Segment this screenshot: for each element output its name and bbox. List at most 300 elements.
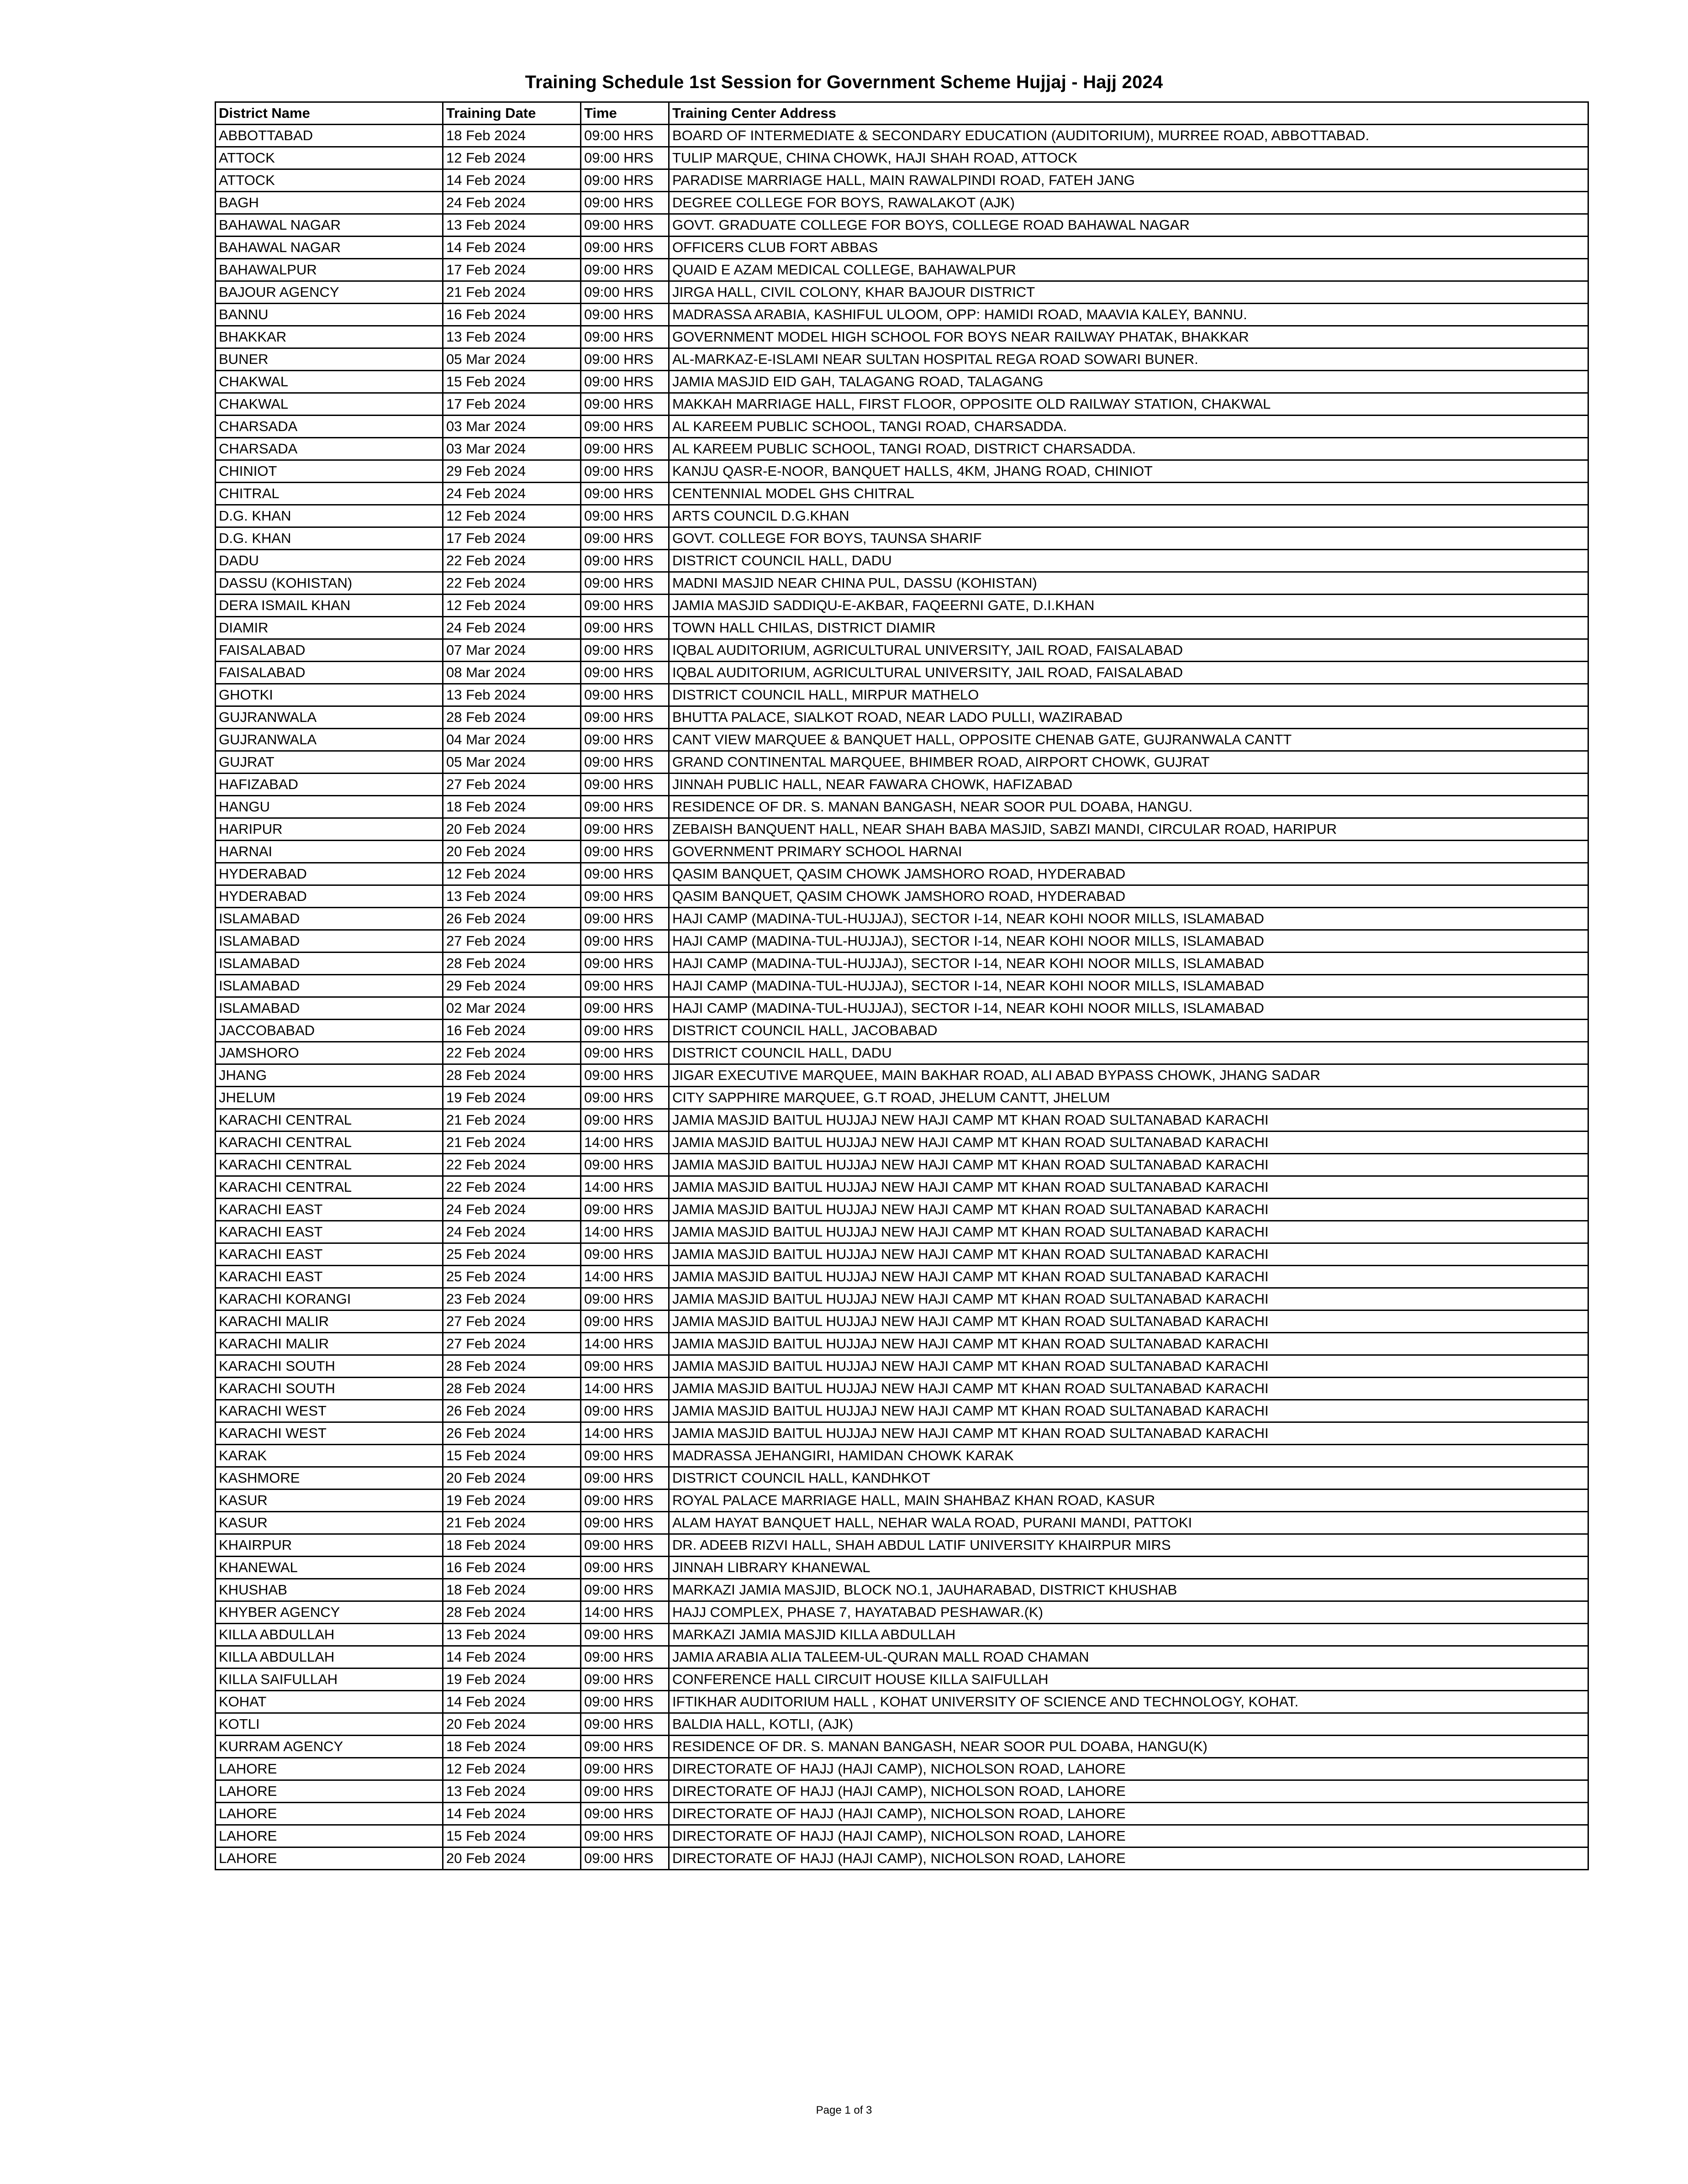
time-cell: 09:00 HRS (581, 1064, 669, 1087)
table-row (216, 527, 1588, 550)
address-cell: JAMIA MASJID BAITUL HUJJAJ NEW HAJI CAMP MT KHAN ROAD SULTANABAD KARACHI (669, 1131, 1588, 1154)
training-date-cell: 13 Feb 2024 (443, 684, 581, 706)
address-cell: ROYAL PALACE MARRIAGE HALL, MAIN SHAHBAZ KHAN ROAD, KASUR (669, 1489, 1588, 1512)
header-time: Time (581, 102, 669, 125)
header-district-name: District Name (216, 102, 443, 125)
address-cell: IQBAL AUDITORIUM, AGRICULTURAL UNIVERSITY, JAIL ROAD, FAISALABAD (669, 662, 1588, 684)
time-cell: 09:00 HRS (581, 304, 669, 326)
training-date-cell: 18 Feb 2024 (443, 1579, 581, 1601)
district-name-cell: HAFIZABAD (216, 774, 443, 796)
time-cell: 09:00 HRS (581, 863, 669, 885)
time-cell: 09:00 HRS (581, 1087, 669, 1109)
training-date-cell: 22 Feb 2024 (443, 1176, 581, 1199)
time-cell: 09:00 HRS (581, 796, 669, 818)
district-name-cell: DASSU (KOHISTAN) (216, 572, 443, 595)
time-cell: 09:00 HRS (581, 1109, 669, 1131)
district-name-cell: ABBOTTABAD (216, 125, 443, 147)
table-row (216, 953, 1588, 975)
time-cell: 09:00 HRS (581, 550, 669, 572)
time-cell: 09:00 HRS (581, 1557, 669, 1579)
training-date-cell: 19 Feb 2024 (443, 1087, 581, 1109)
district-name-cell: KHANEWAL (216, 1557, 443, 1579)
address-cell: HAJI CAMP (MADINA-TUL-HUJJAJ), SECTOR I-14, NEAR KOHI NOOR MILLS, ISLAMABAD (669, 930, 1588, 953)
time-cell: 09:00 HRS (581, 1489, 669, 1512)
training-date-cell: 14 Feb 2024 (443, 169, 581, 192)
page-number: Page 1 of 3 (816, 2104, 872, 2116)
address-cell: JAMIA MASJID BAITUL HUJJAJ NEW HAJI CAMP MT KHAN ROAD SULTANABAD KARACHI (669, 1154, 1588, 1176)
table-row (216, 1199, 1588, 1221)
address-cell: DIRECTORATE OF HAJJ (HAJI CAMP), NICHOLSON ROAD, LAHORE (669, 1758, 1588, 1780)
table-row (216, 1489, 1588, 1512)
district-name-cell: JHELUM (216, 1087, 443, 1109)
training-date-cell: 24 Feb 2024 (443, 192, 581, 214)
address-cell: MADRASSA ARABIA, KASHIFUL ULOOM, OPP: HAMIDI ROAD, MAAVIA KALEY, BANNU. (669, 304, 1588, 326)
time-cell: 14:00 HRS (581, 1131, 669, 1154)
table-row (216, 930, 1588, 953)
time-cell: 09:00 HRS (581, 1020, 669, 1042)
address-cell: MADRASSA JEHANGIRI, HAMIDAN CHOWK KARAK (669, 1445, 1588, 1467)
district-name-cell: BAHAWAL NAGAR (216, 237, 443, 259)
district-name-cell: KARACHI CENTRAL (216, 1176, 443, 1199)
training-date-cell: 20 Feb 2024 (443, 818, 581, 841)
district-name-cell: ATTOCK (216, 147, 443, 169)
district-name-cell: DERA ISMAIL KHAN (216, 595, 443, 617)
time-cell: 09:00 HRS (581, 595, 669, 617)
table-row (216, 460, 1588, 483)
table-header (216, 102, 1588, 125)
training-date-cell: 17 Feb 2024 (443, 527, 581, 550)
training-date-cell: 21 Feb 2024 (443, 1512, 581, 1534)
table-row (216, 885, 1588, 908)
address-cell: JAMIA MASJID BAITUL HUJJAJ NEW HAJI CAMP MT KHAN ROAD SULTANABAD KARACHI (669, 1310, 1588, 1333)
time-cell: 09:00 HRS (581, 885, 669, 908)
address-cell: HAJJ COMPLEX, PHASE 7, HAYATABAD PESHAWAR.(K) (669, 1601, 1588, 1624)
district-name-cell: CHINIOT (216, 460, 443, 483)
address-cell: CENTENNIAL MODEL GHS CHITRAL (669, 483, 1588, 505)
district-name-cell: GUJRANWALA (216, 706, 443, 729)
table-row (216, 1445, 1588, 1467)
time-cell: 09:00 HRS (581, 908, 669, 930)
training-date-cell: 16 Feb 2024 (443, 304, 581, 326)
district-name-cell: HYDERABAD (216, 863, 443, 885)
district-name-cell: CHITRAL (216, 483, 443, 505)
address-cell: DR. ADEEB RIZVI HALL, SHAH ABDUL LATIF UNIVERSITY KHAIRPUR MIRS (669, 1534, 1588, 1557)
training-date-cell: 21 Feb 2024 (443, 281, 581, 304)
address-cell: QASIM BANQUET, QASIM CHOWK JAMSHORO ROAD, HYDERABAD (669, 863, 1588, 885)
table-row (216, 550, 1588, 572)
address-cell: CITY SAPPHIRE MARQUEE, G.T ROAD, JHELUM CANTT, JHELUM (669, 1087, 1588, 1109)
training-date-cell: 29 Feb 2024 (443, 460, 581, 483)
training-date-cell: 14 Feb 2024 (443, 237, 581, 259)
district-name-cell: BAHAWAL NAGAR (216, 214, 443, 237)
district-name-cell: KILLA ABDULLAH (216, 1624, 443, 1646)
table-row (216, 1825, 1588, 1847)
district-name-cell: FAISALABAD (216, 662, 443, 684)
district-name-cell: GHOTKI (216, 684, 443, 706)
time-cell: 09:00 HRS (581, 281, 669, 304)
table-body (216, 125, 1588, 1870)
address-cell: JAMIA MASJID BAITUL HUJJAJ NEW HAJI CAMP MT KHAN ROAD SULTANABAD KARACHI (669, 1355, 1588, 1378)
training-date-cell: 28 Feb 2024 (443, 953, 581, 975)
address-cell: HAJI CAMP (MADINA-TUL-HUJJAJ), SECTOR I-14, NEAR KOHI NOOR MILLS, ISLAMABAD (669, 908, 1588, 930)
time-cell: 09:00 HRS (581, 1243, 669, 1266)
table-row (216, 1624, 1588, 1646)
training-date-cell: 07 Mar 2024 (443, 639, 581, 662)
training-date-cell: 18 Feb 2024 (443, 796, 581, 818)
address-cell: JAMIA MASJID SADDIQU-E-AKBAR, FAQEERNI GATE, D.I.KHAN (669, 595, 1588, 617)
table-row (216, 326, 1588, 348)
address-cell: GOVERNMENT MODEL HIGH SCHOOL FOR BOYS NEAR RAILWAY PHATAK, BHAKKAR (669, 326, 1588, 348)
district-name-cell: LAHORE (216, 1803, 443, 1825)
table-row (216, 1512, 1588, 1534)
table-row (216, 1780, 1588, 1803)
time-cell: 09:00 HRS (581, 997, 669, 1020)
training-date-cell: 18 Feb 2024 (443, 1736, 581, 1758)
time-cell: 09:00 HRS (581, 1154, 669, 1176)
table-row (216, 304, 1588, 326)
table-row (216, 1109, 1588, 1131)
training-date-cell: 12 Feb 2024 (443, 1758, 581, 1780)
training-date-cell: 26 Feb 2024 (443, 1400, 581, 1422)
address-cell: DISTRICT COUNCIL HALL, KANDHKOT (669, 1467, 1588, 1489)
district-name-cell: JACCOBABAD (216, 1020, 443, 1042)
table-row (216, 997, 1588, 1020)
training-date-cell: 27 Feb 2024 (443, 930, 581, 953)
district-name-cell: LAHORE (216, 1758, 443, 1780)
table-row (216, 1847, 1588, 1870)
address-cell: MADNI MASJID NEAR CHINA PUL, DASSU (KOHISTAN) (669, 572, 1588, 595)
address-cell: ZEBAISH BANQUENT HALL, NEAR SHAH BABA MASJID, SABZI MANDI, CIRCULAR ROAD, HARIPUR (669, 818, 1588, 841)
table-row (216, 169, 1588, 192)
training-date-cell: 25 Feb 2024 (443, 1243, 581, 1266)
table-row (216, 1131, 1588, 1154)
table-row (216, 818, 1588, 841)
training-date-cell: 28 Feb 2024 (443, 1355, 581, 1378)
district-name-cell: LAHORE (216, 1847, 443, 1870)
address-cell: JAMIA MASJID BAITUL HUJJAJ NEW HAJI CAMP MT KHAN ROAD SULTANABAD KARACHI (669, 1378, 1588, 1400)
training-date-cell: 22 Feb 2024 (443, 1042, 581, 1064)
training-date-cell: 28 Feb 2024 (443, 1378, 581, 1400)
time-cell: 09:00 HRS (581, 483, 669, 505)
address-cell: JAMIA MASJID BAITUL HUJJAJ NEW HAJI CAMP MT KHAN ROAD SULTANABAD KARACHI (669, 1221, 1588, 1243)
training-date-cell: 16 Feb 2024 (443, 1557, 581, 1579)
training-date-cell: 24 Feb 2024 (443, 1199, 581, 1221)
training-date-cell: 27 Feb 2024 (443, 1333, 581, 1355)
district-name-cell: KILLA ABDULLAH (216, 1646, 443, 1668)
time-cell: 09:00 HRS (581, 1042, 669, 1064)
time-cell: 09:00 HRS (581, 1624, 669, 1646)
address-cell: MAKKAH MARRIAGE HALL, FIRST FLOOR, OPPOSITE OLD RAILWAY STATION, CHAKWAL (669, 393, 1588, 416)
training-date-cell: 13 Feb 2024 (443, 326, 581, 348)
district-name-cell: BUNER (216, 348, 443, 371)
training-date-cell: 12 Feb 2024 (443, 505, 581, 527)
address-cell: AL KAREEM PUBLIC SCHOOL, TANGI ROAD, CHARSADDA. (669, 416, 1588, 438)
district-name-cell: DIAMIR (216, 617, 443, 639)
time-cell: 09:00 HRS (581, 1668, 669, 1691)
district-name-cell: GUJRAT (216, 751, 443, 774)
training-date-cell: 29 Feb 2024 (443, 975, 581, 997)
time-cell: 09:00 HRS (581, 617, 669, 639)
district-name-cell: BANNU (216, 304, 443, 326)
time-cell: 09:00 HRS (581, 1691, 669, 1713)
time-cell: 14:00 HRS (581, 1601, 669, 1624)
district-name-cell: KARACHI EAST (216, 1266, 443, 1288)
table-row (216, 1400, 1588, 1422)
district-name-cell: BAHAWALPUR (216, 259, 443, 281)
address-cell: CONFERENCE HALL CIRCUIT HOUSE KILLA SAIFULLAH (669, 1668, 1588, 1691)
table-row (216, 595, 1588, 617)
training-date-cell: 05 Mar 2024 (443, 348, 581, 371)
address-cell: GRAND CONTINENTAL MARQUEE, BHIMBER ROAD, AIRPORT CHOWK, GUJRAT (669, 751, 1588, 774)
address-cell: JAMIA MASJID BAITUL HUJJAJ NEW HAJI CAMP MT KHAN ROAD SULTANABAD KARACHI (669, 1199, 1588, 1221)
address-cell: GOVT. GRADUATE COLLEGE FOR BOYS, COLLEGE ROAD BAHAWAL NAGAR (669, 214, 1588, 237)
district-name-cell: CHARSADA (216, 438, 443, 460)
time-cell: 09:00 HRS (581, 192, 669, 214)
time-cell: 09:00 HRS (581, 774, 669, 796)
address-cell: DIRECTORATE OF HAJJ (HAJI CAMP), NICHOLSON ROAD, LAHORE (669, 1780, 1588, 1803)
district-name-cell: LAHORE (216, 1825, 443, 1847)
training-date-cell: 13 Feb 2024 (443, 1780, 581, 1803)
district-name-cell: KARACHI EAST (216, 1221, 443, 1243)
address-cell: DISTRICT COUNCIL HALL, JACOBABAD (669, 1020, 1588, 1042)
district-name-cell: KOHAT (216, 1691, 443, 1713)
time-cell: 09:00 HRS (581, 729, 669, 751)
table-row (216, 237, 1588, 259)
address-cell: PARADISE MARRIAGE HALL, MAIN RAWALPINDI ROAD, FATEH JANG (669, 169, 1588, 192)
time-cell: 14:00 HRS (581, 1333, 669, 1355)
training-date-cell: 17 Feb 2024 (443, 259, 581, 281)
training-date-cell: 02 Mar 2024 (443, 997, 581, 1020)
training-date-cell: 22 Feb 2024 (443, 572, 581, 595)
table-row (216, 505, 1588, 527)
address-cell: CANT VIEW MARQUEE & BANQUET HALL, OPPOSITE CHENAB GATE, GUJRANWALA CANTT (669, 729, 1588, 751)
training-date-cell: 13 Feb 2024 (443, 885, 581, 908)
address-cell: QUAID E AZAM MEDICAL COLLEGE, BAHAWALPUR (669, 259, 1588, 281)
address-cell: DISTRICT COUNCIL HALL, DADU (669, 550, 1588, 572)
time-cell: 09:00 HRS (581, 393, 669, 416)
address-cell: JAMIA MASJID BAITUL HUJJAJ NEW HAJI CAMP MT KHAN ROAD SULTANABAD KARACHI (669, 1333, 1588, 1355)
training-date-cell: 27 Feb 2024 (443, 1310, 581, 1333)
training-date-cell: 22 Feb 2024 (443, 1154, 581, 1176)
time-cell: 09:00 HRS (581, 1355, 669, 1378)
training-date-cell: 05 Mar 2024 (443, 751, 581, 774)
time-cell: 09:00 HRS (581, 214, 669, 237)
time-cell: 14:00 HRS (581, 1221, 669, 1243)
table-row (216, 1266, 1588, 1288)
training-date-cell: 21 Feb 2024 (443, 1131, 581, 1154)
training-date-cell: 03 Mar 2024 (443, 438, 581, 460)
training-date-cell: 15 Feb 2024 (443, 1445, 581, 1467)
training-date-cell: 27 Feb 2024 (443, 774, 581, 796)
time-cell: 09:00 HRS (581, 348, 669, 371)
address-cell: JAMIA MASJID BAITUL HUJJAJ NEW HAJI CAMP MT KHAN ROAD SULTANABAD KARACHI (669, 1109, 1588, 1131)
time-cell: 09:00 HRS (581, 1803, 669, 1825)
time-cell: 09:00 HRS (581, 1445, 669, 1467)
table-row (216, 617, 1588, 639)
time-cell: 09:00 HRS (581, 1467, 669, 1489)
time-cell: 09:00 HRS (581, 237, 669, 259)
time-cell: 09:00 HRS (581, 416, 669, 438)
training-date-cell: 14 Feb 2024 (443, 1646, 581, 1668)
district-name-cell: DADU (216, 550, 443, 572)
district-name-cell: ISLAMABAD (216, 930, 443, 953)
table-row (216, 1176, 1588, 1199)
address-cell: GOVT. COLLEGE FOR BOYS, TAUNSA SHARIF (669, 527, 1588, 550)
time-cell: 09:00 HRS (581, 930, 669, 953)
address-cell: KANJU QASR-E-NOOR, BANQUET HALLS, 4KM, JHANG ROAD, CHINIOT (669, 460, 1588, 483)
table-row (216, 1154, 1588, 1176)
district-name-cell: KARACHI WEST (216, 1422, 443, 1445)
district-name-cell: CHAKWAL (216, 393, 443, 416)
time-cell: 14:00 HRS (581, 1422, 669, 1445)
table-row (216, 751, 1588, 774)
table-row (216, 214, 1588, 237)
district-name-cell: KARACHI SOUTH (216, 1355, 443, 1378)
address-cell: DIRECTORATE OF HAJJ (HAJI CAMP), NICHOLSON ROAD, LAHORE (669, 1803, 1588, 1825)
table-row (216, 1288, 1588, 1310)
table-row (216, 1668, 1588, 1691)
time-cell: 09:00 HRS (581, 147, 669, 169)
training-date-cell: 23 Feb 2024 (443, 1288, 581, 1310)
training-date-cell: 24 Feb 2024 (443, 617, 581, 639)
address-cell: IFTIKHAR AUDITORIUM HALL , KOHAT UNIVERSITY OF SCIENCE AND TECHNOLOGY, KOHAT. (669, 1691, 1588, 1713)
table-row (216, 774, 1588, 796)
address-cell: TOWN HALL CHILAS, DISTRICT DIAMIR (669, 617, 1588, 639)
training-date-cell: 19 Feb 2024 (443, 1489, 581, 1512)
training-date-cell: 17 Feb 2024 (443, 393, 581, 416)
address-cell: DEGREE COLLEGE FOR BOYS, RAWALAKOT (AJK) (669, 192, 1588, 214)
district-name-cell: KARACHI SOUTH (216, 1378, 443, 1400)
district-name-cell: GUJRANWALA (216, 729, 443, 751)
address-cell: GOVERNMENT PRIMARY SCHOOL HARNAI (669, 841, 1588, 863)
table-row (216, 1064, 1588, 1087)
district-name-cell: BAGH (216, 192, 443, 214)
table-row (216, 1020, 1588, 1042)
district-name-cell: D.G. KHAN (216, 527, 443, 550)
district-name-cell: JHANG (216, 1064, 443, 1087)
address-cell: HAJI CAMP (MADINA-TUL-HUJJAJ), SECTOR I-14, NEAR KOHI NOOR MILLS, ISLAMABAD (669, 997, 1588, 1020)
table-row (216, 1691, 1588, 1713)
time-cell: 09:00 HRS (581, 751, 669, 774)
table-row (216, 1422, 1588, 1445)
training-date-cell: 24 Feb 2024 (443, 1221, 581, 1243)
time-cell: 14:00 HRS (581, 1378, 669, 1400)
district-name-cell: CHAKWAL (216, 371, 443, 393)
training-date-cell: 08 Mar 2024 (443, 662, 581, 684)
district-name-cell: CHARSADA (216, 416, 443, 438)
training-date-cell: 28 Feb 2024 (443, 1064, 581, 1087)
district-name-cell: BAJOUR AGENCY (216, 281, 443, 304)
table-row (216, 1042, 1588, 1064)
address-cell: DIRECTORATE OF HAJJ (HAJI CAMP), NICHOLSON ROAD, LAHORE (669, 1825, 1588, 1847)
table-row (216, 639, 1588, 662)
district-name-cell: KARACHI MALIR (216, 1310, 443, 1333)
table-row (216, 192, 1588, 214)
training-date-cell: 18 Feb 2024 (443, 1534, 581, 1557)
time-cell: 09:00 HRS (581, 1288, 669, 1310)
table-row (216, 438, 1588, 460)
time-cell: 09:00 HRS (581, 975, 669, 997)
address-cell: DIRECTORATE OF HAJJ (HAJI CAMP), NICHOLSON ROAD, LAHORE (669, 1847, 1588, 1870)
district-name-cell: HARNAI (216, 841, 443, 863)
address-cell: JAMIA ARABIA ALIA TALEEM-UL-QURAN MALL ROAD CHAMAN (669, 1646, 1588, 1668)
table-row (216, 1333, 1588, 1355)
table-row (216, 1467, 1588, 1489)
time-cell: 09:00 HRS (581, 572, 669, 595)
district-name-cell: KARACHI CENTRAL (216, 1154, 443, 1176)
address-cell: HAJI CAMP (MADINA-TUL-HUJJAJ), SECTOR I-14, NEAR KOHI NOOR MILLS, ISLAMABAD (669, 953, 1588, 975)
address-cell: JAMIA MASJID BAITUL HUJJAJ NEW HAJI CAMP MT KHAN ROAD SULTANABAD KARACHI (669, 1422, 1588, 1445)
district-name-cell: KARACHI KORANGI (216, 1288, 443, 1310)
district-name-cell: KASUR (216, 1489, 443, 1512)
table-row (216, 1736, 1588, 1758)
table-row (216, 281, 1588, 304)
training-date-cell: 04 Mar 2024 (443, 729, 581, 751)
district-name-cell: HANGU (216, 796, 443, 818)
address-cell: QASIM BANQUET, QASIM CHOWK JAMSHORO ROAD, HYDERABAD (669, 885, 1588, 908)
address-cell: BOARD OF INTERMEDIATE & SECONDARY EDUCATION (AUDITORIUM), MURREE ROAD, ABBOTTABAD. (669, 125, 1588, 147)
district-name-cell: KARAK (216, 1445, 443, 1467)
time-cell: 09:00 HRS (581, 505, 669, 527)
address-cell: MARKAZI JAMIA MASJID KILLA ABDULLAH (669, 1624, 1588, 1646)
training-date-cell: 20 Feb 2024 (443, 1847, 581, 1870)
table-row (216, 1557, 1588, 1579)
address-cell: JAMIA MASJID BAITUL HUJJAJ NEW HAJI CAMP MT KHAN ROAD SULTANABAD KARACHI (669, 1176, 1588, 1199)
address-cell: RESIDENCE OF DR. S. MANAN BANGASH, NEAR SOOR PUL DOABA, HANGU(K) (669, 1736, 1588, 1758)
address-cell: TULIP MARQUE, CHINA CHOWK, HAJI SHAH ROAD, ATTOCK (669, 147, 1588, 169)
time-cell: 09:00 HRS (581, 1310, 669, 1333)
district-name-cell: ATTOCK (216, 169, 443, 192)
address-cell: JAMIA MASJID BAITUL HUJJAJ NEW HAJI CAMP MT KHAN ROAD SULTANABAD KARACHI (669, 1400, 1588, 1422)
training-date-cell: 26 Feb 2024 (443, 1422, 581, 1445)
training-date-cell: 15 Feb 2024 (443, 371, 581, 393)
district-name-cell: KILLA SAIFULLAH (216, 1668, 443, 1691)
district-name-cell: KHYBER AGENCY (216, 1601, 443, 1624)
district-name-cell: KOTLI (216, 1713, 443, 1736)
table-row (216, 1646, 1588, 1668)
time-cell: 09:00 HRS (581, 953, 669, 975)
table-row (216, 863, 1588, 885)
table-row (216, 706, 1588, 729)
training-date-cell: 20 Feb 2024 (443, 1467, 581, 1489)
time-cell: 09:00 HRS (581, 1579, 669, 1601)
district-name-cell: KASHMORE (216, 1467, 443, 1489)
header-row (216, 102, 1588, 125)
training-date-cell: 12 Feb 2024 (443, 147, 581, 169)
training-date-cell: 28 Feb 2024 (443, 706, 581, 729)
time-cell: 09:00 HRS (581, 438, 669, 460)
time-cell: 09:00 HRS (581, 1199, 669, 1221)
time-cell: 09:00 HRS (581, 1736, 669, 1758)
district-name-cell: KASUR (216, 1512, 443, 1534)
time-cell: 09:00 HRS (581, 1758, 669, 1780)
time-cell: 09:00 HRS (581, 1780, 669, 1803)
page-title: Training Schedule 1st Session for Government Scheme Hujjaj - Hajj 2024 (525, 72, 1163, 92)
training-date-cell: 12 Feb 2024 (443, 863, 581, 885)
table-row (216, 1803, 1588, 1825)
time-cell: 09:00 HRS (581, 1534, 669, 1557)
address-cell: ARTS COUNCIL D.G.KHAN (669, 505, 1588, 527)
time-cell: 09:00 HRS (581, 841, 669, 863)
address-cell: JINNAH PUBLIC HALL, NEAR FAWARA CHOWK, HAFIZABAD (669, 774, 1588, 796)
training-date-cell: 13 Feb 2024 (443, 214, 581, 237)
time-cell: 14:00 HRS (581, 1176, 669, 1199)
address-cell: MARKAZI JAMIA MASJID, BLOCK NO.1, JAUHARABAD, DISTRICT KHUSHAB (669, 1579, 1588, 1601)
time-cell: 09:00 HRS (581, 169, 669, 192)
time-cell: 09:00 HRS (581, 371, 669, 393)
training-date-cell: 21 Feb 2024 (443, 1109, 581, 1131)
time-cell: 14:00 HRS (581, 1266, 669, 1288)
